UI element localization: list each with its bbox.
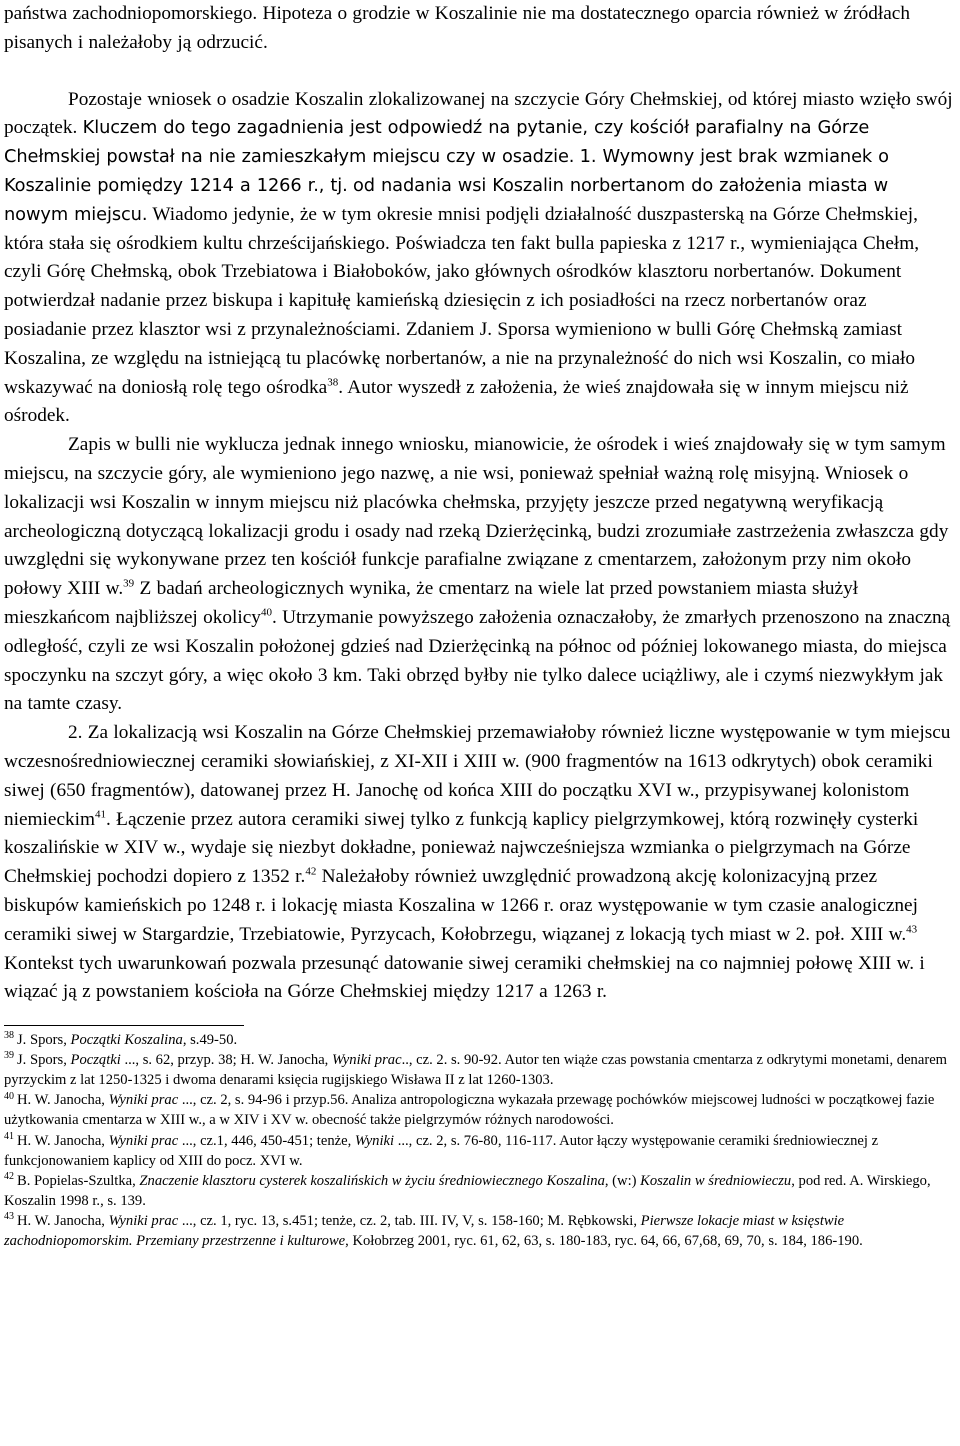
footnote-40	[4, 1090, 954, 1130]
footnote-text: H. W. Janocha,	[17, 1132, 109, 1149]
footnote-title: Koszalin w średniowieczu	[640, 1172, 792, 1189]
footnotes	[4, 1030, 954, 1251]
footnote-41	[4, 1131, 954, 1171]
footnote-text: .., cz. 2. s. 90-92. Autor ten wiąże czas powstania cmentarza z odkrytymi monetami, denarem pyrzyckim z lat 1250-1325 i dwoma denarami księcia rugijskiego Wisława II z lat 1260-1303.	[4, 1052, 948, 1089]
paragraph-text: Wiadomo jedynie, że w tym okresie mnisi podjęli działalność duszpasterską na Górze Chełmskiej, która stała się ośrodkiem kultu chrześcijańskiego. Poświadcza ten fakt bulla papieska z 1217 r.	[4, 203, 918, 254]
footnote-title: Początki Koszalina	[70, 1032, 183, 1049]
footnote-text: ..., s. 62, przyp. 38; H. W. Janocha,	[120, 1052, 332, 1069]
footnote-text: ..., cz. 2, s. 76-80, 116-117. Autor łączy występowanie ceramiki średniowiecznej z funkcjonowaniem kaplicy od XIII do pocz. XVI w.	[4, 1132, 879, 1169]
footnote-title: Wyniki prac	[108, 1212, 179, 1229]
footnote-text: H. W. Janocha,	[17, 1212, 109, 1229]
footnote-title: Wyniki prac	[108, 1132, 179, 1149]
paragraph-text: . Utrzymanie powyższego założenia oznaczałoby, że zmarłych przenoszono na znaczną odległość, czyli ze wsi Koszalin położonej gdzieś nad Dzierżęcinką na północ od później lokowanego miasta, do miejsca spoczynku na szczyt góry, a więc około 3 km. Taki obrzęd byłby nie tylko dalece uciążliwy, ale i czymś niezwykłym jak na tamte czasy.	[4, 606, 951, 715]
footnote-text: , (w:)	[604, 1172, 641, 1189]
footnote-text: , Kołobrzeg 2001, ryc. 61, 62, 63, s. 180-183, ryc. 64, 66, 67,68, 69, 70, s. 184, 186-190.	[345, 1233, 863, 1250]
footnote-ref[interactable]: 42	[305, 865, 317, 878]
footnote-text: ..., cz.1, 446, 450-451; tenże,	[178, 1132, 355, 1149]
paragraph-text: Należałoby również uwzględnić prowadzoną akcję kolonizacyjną przez biskupów kamieńskich po 1248 r. i lokację miasta Koszalina w 1266 r. oraz występowanie w tym czasie analogicznej ceramiki siwej w Stargardzie, Trzebiatowie, Pyrzycach, Kołobrzegu, wiązanej z lokacją tych miast w 2. poł. XIII w.	[4, 866, 918, 945]
paragraph-text: Pozostaje wniosek o osadzie Koszalin zlokalizowanej na szczycie Góry Chełmskiej, od której miasto wzięło swój początek.	[4, 88, 953, 139]
paragraph-text: , wymieniająca Chełm, czyli Górę Chełmską, obok Trzebiatowa i Białoboków, jako głównych ośrodków klasztoru norbertanów. Dokument potwierdzał nadanie przez biskupa i kapitułę kamieńską dziesięcin z ich posiadłości na rzecz norbertanów oraz posiadanie przez klasztor wsi z przynależnościami. Zdaniem J. Sporsa wymieniono w bulli Górę Chełmską zamiast Koszalina, ze względu na istniejącą tu placówkę norbertanów, a nie na przynależność do nich wsi Koszalin, co miało wskazywać na doniosłą rolę tego ośrodka	[4, 232, 920, 398]
footnote-number: 41	[4, 1130, 14, 1142]
footnote-42	[4, 1171, 954, 1211]
footnote-ref[interactable]: 39	[123, 577, 135, 590]
paragraph	[4, 86, 954, 432]
paragraph-text: . Łączenie przez autora ceramiki siwej tylko z funkcją kaplicy pielgrzymkowej, którą rozwinęły cysterki koszalińskie w XIV w., wydaje się niezbyt dokładne, ponieważ najwcześniejsza wzmianka o pielgrzymach na Górze Chełmskiej pochodzi dopiero z 1352 r.	[4, 808, 919, 888]
paragraph-text-sans: Kluczem do tego zagadnienia jest odpowiedź na pytanie, czy kościół parafialny na Górze Chełmskiej powstał na nie zamieszkałym miejscu czy w osadzie.	[4, 117, 870, 168]
footnote-ref[interactable]: 41	[95, 808, 107, 821]
footnote-separator	[4, 1025, 244, 1026]
main-text	[4, 0, 954, 1007]
paragraph-text: . Autor wyszedł z założenia, że wieś znajdowała się w innym miejscu niż ośrodek.	[4, 376, 909, 427]
footnote-title: Znaczenie klasztoru cysterek koszalińskich w życiu średniowiecznego Koszalina	[139, 1172, 605, 1189]
footnote-title: Początki	[70, 1052, 121, 1069]
footnote-number: 38	[4, 1030, 14, 1042]
footnote-number: 40	[4, 1090, 14, 1102]
footnote-43	[4, 1211, 954, 1251]
footnote-38	[4, 1030, 954, 1050]
paragraph	[4, 719, 954, 1007]
paragraph-text: Z badań archeologicznych wynika, że cmentarz na wiele lat przed powstaniem miasta służył mieszkańcom najbliższej okolicy	[4, 578, 859, 628]
footnote-title: Wyniki prac	[331, 1052, 402, 1069]
paragraph	[4, 0, 954, 58]
footnote-ref[interactable]: 38	[327, 376, 339, 389]
paragraph-text: Zapis w bulli nie wyklucza jednak innego wniosku, mianowicie, że ośrodek i wieś znajdowały się w tym samym miejscu, na szczycie góry, ale wymieniono jego nazwę, a nie wsi, ponieważ spełniał ważną rolę misyjną. Wniosek o lokalizacji wsi Koszalin w innym miejscu niż placówka chełmska, przyjęty jeszcze przed negatywną weryfikacją archeologiczną dotyczącą lokalizacji grodu i osady nad rzeką Dzierżęcinką, budzi zrozumiałe zastrzeżenia zwłaszcza gdy uwzględni się wykonywane przez ten kościół funkcje parafialne związane z cmentarzem, założonym przy nim około połowy XIII w.	[4, 434, 949, 600]
footnote-ref[interactable]: 43	[906, 923, 918, 936]
footnote-text: B. Popielas-Szultka,	[17, 1172, 140, 1189]
footnote-number: 43	[4, 1211, 14, 1223]
footnote-text: J. Spors,	[17, 1052, 71, 1069]
footnote-text: J. Spors,	[17, 1032, 71, 1049]
footnote-39	[4, 1050, 954, 1090]
footnote-ref[interactable]: 40	[260, 606, 272, 619]
footnote-number: 42	[4, 1170, 14, 1182]
paragraph	[4, 431, 954, 719]
footnote-text: ..., cz. 2, s. 94-96 i przyp.56. Analiza antropologiczna wykazała przewagę pochówków miejscowej ludności w początkowej fazie użytkowania cmentarza w XIII w., a w XIV i XV w. obecność także pielgrzymów różnych narodowości.	[4, 1092, 935, 1129]
footnote-text: , pod red. A. Wirskiego, Koszalin 1998 r., s. 139.	[4, 1172, 931, 1209]
footnote-text: H. W. Janocha,	[17, 1092, 109, 1109]
footnote-title: Wyniki prac	[108, 1092, 179, 1109]
paragraph-gap	[4, 58, 954, 86]
paragraph-text: państwa zachodniopomorskiego. Hipoteza o grodzie w Koszalinie nie ma dostatecznego oparcia również w źródłach pisanych i należałoby ją odrzucić.	[4, 3, 910, 53]
footnote-title: Pierwsze lokacje miast w księstwie zachodniopomorskim. Przemiany przestrzenne i kulturowe	[4, 1212, 845, 1250]
footnote-title: Wyniki	[354, 1132, 395, 1149]
footnote-text: ..., cz. 1, ryc. 13, s.451; tenże, cz. 2, tab. III. IV, V, s. 158-160; M. Rębkowski,	[178, 1212, 641, 1229]
paragraph-text-sans: od nadania wsi Koszalin norbertanom do założenia miasta w nowym miejscu.	[4, 174, 889, 225]
paragraph-text-sans: 1. Wymowny jest brak wzmianek o Koszalinie pomiędzy 1214 a 1266 r., tj.	[4, 146, 889, 196]
footnote-number: 39	[4, 1050, 14, 1062]
paragraph-text: Kontekst tych uwarunkowań pozwala przesunąć datowanie siwej ceramiki chełmskiej na co najmniej połowę XIII w. i wiązać ją z powstaniem kościoła na Górze Chełmskiej między 1217 a 1263 r.	[4, 952, 925, 1003]
footnote-text: , s.49-50.	[182, 1032, 238, 1049]
paragraph-text: 2. Za lokalizacją wsi Koszalin na Górze Chełmskiej przemawiałoby również liczne występowanie w tym miejscu wczesnośredniowiecznej ceramiki słowiańskiej, z XI-XII i XIII w. (900 fragmentów na 1613 odkrytych) obok ceramiki siwej (650 fragmentów), datowanej przez H. Janochę od końca XIII do początku XVI w., przypisywanej kolonistom niemieckim	[4, 722, 951, 830]
